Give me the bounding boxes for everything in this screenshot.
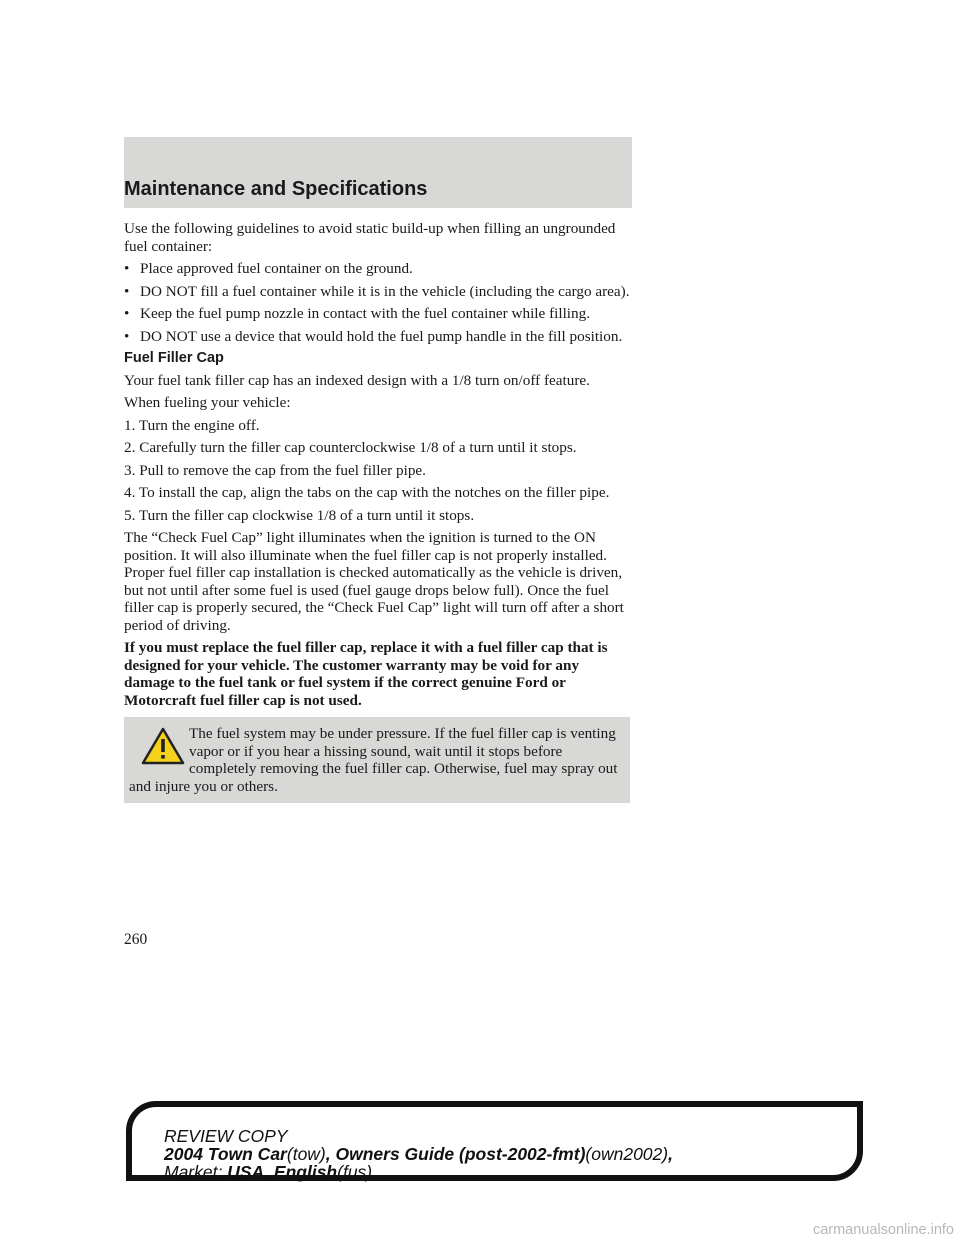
caution-box [124, 717, 630, 803]
bullet-icon: • [124, 305, 130, 322]
intro-paragraph: Use the following guidelines to avoid static build-up when filling an ungrounded fuel container: [124, 220, 616, 255]
review-label: REVIEW COPY [164, 1126, 288, 1146]
section-title: Maintenance and Specifications [124, 178, 428, 200]
list-item: 4. To install the cap, align the tabs on the cap with the notches on the filler pipe. [124, 484, 610, 501]
review-copy-text [164, 1127, 673, 1181]
fuel-filler-cap-heading: Fuel Filler Cap [124, 350, 224, 366]
fueling-steps-list [124, 417, 630, 525]
list-item: 3. Pull to remove the cap from the fuel filler pipe. [124, 461, 426, 479]
review-line-market: Market: USA_English(fus) [164, 1162, 373, 1182]
fuel-cap-description: Your fuel tank filler cap has an indexed design with a 1/8 turn on/off feature. [124, 371, 590, 389]
warning-triangle-icon [141, 727, 185, 765]
check-fuel-cap-paragraph: The “Check Fuel Cap” light illuminates when the ignition is turned to the ON position. It will also illuminate when the fuel filler cap is not properly installed. Proper fuel filler cap installation is checked automatically as the vehicle is driven, but not until after some fuel is used (fuel gauge drops below full). Once the fuel filler cap is properly secured, the “Check Fuel Cap” light will turn off after a short period of driving. [124, 529, 624, 634]
replace-cap-warning: If you must replace the fuel filler cap, replace it with a fuel filler cap that is designed for your vehicle. The customer warranty may be void for any damage to the fuel tank or fuel system if the correct genuine Ford or Motorcraft fuel filler cap is not used. [124, 639, 608, 709]
list-item: 5. Turn the filler cap clockwise 1/8 of a turn until it stops. [124, 506, 475, 524]
bullet-icon: • [124, 260, 130, 277]
page-number: 260 [124, 931, 148, 948]
bullet-icon: • [124, 327, 130, 345]
list-item: • Keep the fuel pump nozzle in contact with the fuel container while filling. [124, 305, 590, 322]
list-item: • DO NOT fill a fuel container while it is in the vehicle (including the cargo area). [124, 282, 630, 300]
page-content [124, 220, 630, 803]
bullet-icon: • [124, 282, 130, 300]
watermark: carmanualsonline.info [812, 1222, 954, 1238]
caution-text: The fuel system may be under pressure. If the fuel filler cap is venting vapor or if you hear a hissing sound, wait until it stops before completely removing the fuel filler cap. Otherwise, fuel may spray out and injure you or others. [129, 725, 618, 795]
list-item: • Place approved fuel container on the ground. [124, 260, 413, 277]
static-guidelines-list [124, 260, 630, 345]
list-item: • DO NOT use a device that would hold the fuel pump handle in the fill position. [124, 327, 623, 345]
list-item: 1. Turn the engine off. [124, 416, 260, 434]
review-line-model: 2004 Town Car(tow), Owners Guide (post-2002-fmt)(own2002), [164, 1144, 673, 1164]
when-fueling-text: When fueling your vehicle: [124, 394, 291, 411]
list-item: 2. Carefully turn the filler cap counterclockwise 1/8 of a turn until it stops. [124, 439, 577, 456]
